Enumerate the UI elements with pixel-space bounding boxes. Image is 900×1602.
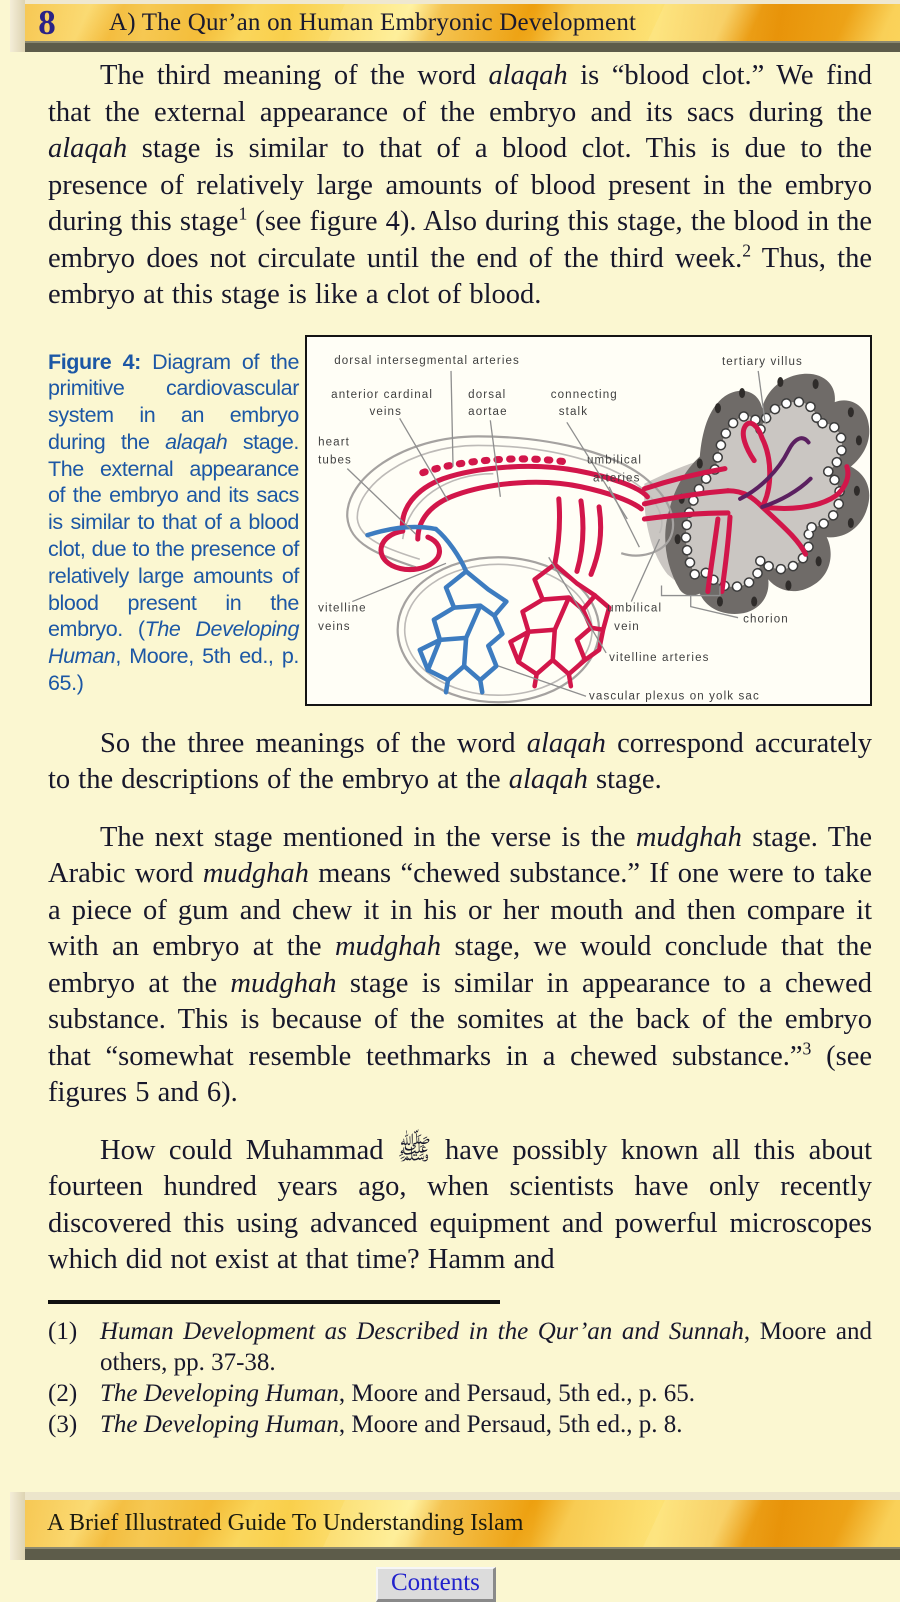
footnote-marker: (3) bbox=[48, 1410, 78, 1438]
footnote-item bbox=[48, 1378, 872, 1409]
footnote-divider bbox=[48, 1300, 500, 1304]
figure-caption: Figure 4: Diagram of the primitive cardiovascular system in an embryo during the alaqah stage. The external appearance of the embryo and its sacs is similar to that of a blood clot, due to the presence of relatively large amounts of blood present in the embryo. (The Developing Human, Moore, 5th ed., p. 65.) bbox=[48, 349, 300, 696]
footnote-text: Human Development as Described in the Qur’an and Sunnah, Moore and others, pp. 37-38. bbox=[100, 1317, 873, 1376]
header-bar bbox=[10, 0, 900, 52]
diagram-label-tubes: tubes bbox=[318, 454, 352, 467]
header-shadow-strip bbox=[25, 41, 900, 52]
diagram-label-dorsal: dorsal bbox=[468, 388, 507, 401]
footer-shadow-strip bbox=[25, 1547, 900, 1560]
footer-top-bevel bbox=[10, 1492, 900, 1500]
page-title: A) The Qur’an on Human Embryonic Development bbox=[109, 8, 637, 36]
veins bbox=[367, 527, 506, 692]
diagram-label-connecting: connecting bbox=[550, 388, 618, 401]
diagram-label-umbilical: umbilical bbox=[586, 454, 643, 467]
diagram-label-umbilical-vein-1: umbilical bbox=[607, 602, 663, 615]
diagram-label-vitelline: vitelline bbox=[318, 602, 367, 615]
footnote-item bbox=[48, 1316, 872, 1378]
paragraph: The third meaning of the word alaqah is “blood clot.” We find that the external appearance of the embryo and its sacs during the alaqah stage is similar to that of a blood clot. This is due to the presence of relatively large amounts of blood present in the embryo during this stage$^1$ (see figure 4). Also during this stage, the blood in the embryo does not circulate until the end of the third week.$^2$ Thus, the embryo at this stage is like a clot of blood. bbox=[48, 60, 872, 310]
paragraph: So the three meanings of the word alaqah correspond accurately to the descriptions of the embryo at the alaqah stage. bbox=[48, 727, 873, 795]
paragraph: The next stage mentioned in the verse is the mudghah stage. The Arabic word mudghah means “chewed substance.” If one were to take a piece of gum and chew it in his or her mouth and then compare it with an embryo at the mudghah stage, we would conclude that the embryo at the mudghah stage is similar in appearance to a chewed substance. This is because of the somites at the back of the embryo that “somewhat resemble teethmarks in a chewed substance.”$^3$ (see figures 5 and 6). bbox=[48, 821, 873, 1108]
footnote-text: The Developing Human, Moore and Persaud, 5th ed., p. 8. bbox=[100, 1410, 683, 1438]
diagram-label-chorion: chorion bbox=[743, 613, 789, 626]
figure-image bbox=[305, 335, 872, 706]
footnote-marker: (2) bbox=[48, 1379, 78, 1407]
diagram-label-aortae: aortae bbox=[468, 405, 508, 418]
diagram-label-veins: veins bbox=[318, 620, 351, 633]
footnote-marker: (1) bbox=[48, 1317, 78, 1345]
red-plexus bbox=[510, 564, 609, 686]
page-number: 8 bbox=[38, 2, 56, 42]
diagram-label-heart: heart bbox=[318, 435, 351, 448]
header-left-bevel bbox=[10, 0, 25, 52]
contents-button[interactable]: Contents bbox=[376, 1567, 496, 1602]
diagram-label-stalk: stalk bbox=[558, 405, 589, 418]
book-title: A Brief Illustrated Guide To Understanding Islam bbox=[47, 1510, 524, 1536]
diagram-label-dorsal-intersegmental-arteries: dorsal intersegmental arteries bbox=[334, 354, 520, 367]
paragraph: How could Muhammad ﷺ have possibly known all this about fourteen hundred years ago, when scientists have only recently discovered this using advanced equipment and powerful microscopes which did not exist at that time? Hamm and bbox=[48, 1134, 872, 1275]
embryo-diagram bbox=[307, 337, 870, 704]
footnote-item bbox=[48, 1409, 872, 1440]
footer-left-bevel bbox=[10, 1492, 25, 1560]
diagram-label-vitelline-arteries: vitelline arteries bbox=[609, 651, 710, 664]
diagram-label-tertiary-villus: tertiary villus bbox=[721, 355, 803, 368]
footnote-text: The Developing Human, Moore and Persaud, 5th ed., p. 65. bbox=[100, 1379, 696, 1407]
diagram-label-anterior-cardinal-veins: veins bbox=[369, 405, 403, 418]
diagram-label-anterior-cardinal: anterior cardinal bbox=[331, 388, 434, 401]
diagram-label-vascular-plexus: vascular plexus on yolk sac bbox=[589, 689, 760, 702]
diagram-label-umbilical-vein-2: vein bbox=[614, 620, 640, 633]
diagram-label-arteries: arteries bbox=[593, 472, 641, 485]
page-body bbox=[48, 58, 872, 1440]
footnotes bbox=[48, 1316, 872, 1440]
figure-4 bbox=[48, 335, 872, 706]
footer-bar bbox=[10, 1492, 900, 1560]
